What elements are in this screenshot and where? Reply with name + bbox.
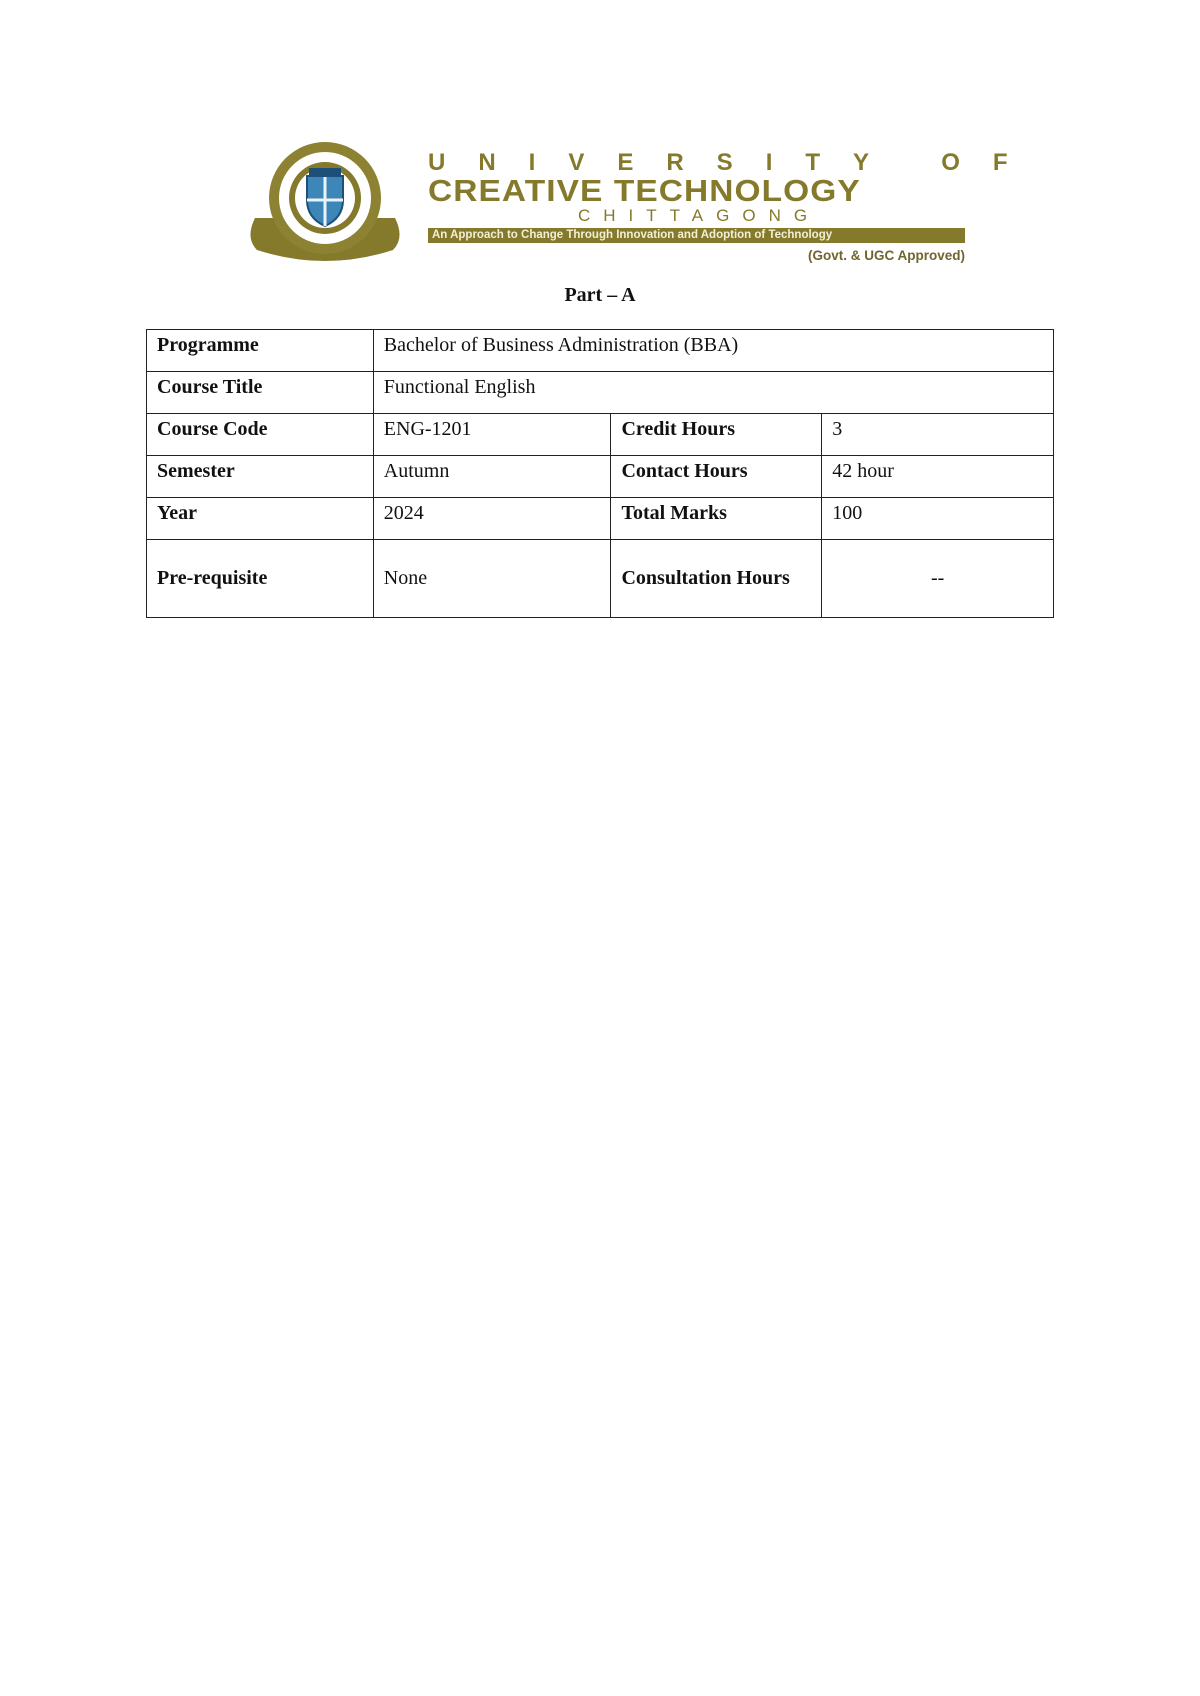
course-info-table xyxy=(146,329,1054,618)
cell-label: Year xyxy=(147,498,374,540)
logo-line-university-of: UNIVERSITY OF xyxy=(428,149,1041,176)
programme-value: Bachelor of Business Administration (BBA) xyxy=(373,330,1053,372)
section-heading: Part – A xyxy=(564,284,636,306)
logo-approval: (Govt. & UGC Approved) xyxy=(808,248,965,263)
cell-label: Semester xyxy=(147,456,374,498)
table-row xyxy=(147,456,1054,498)
cell-label: Total Marks xyxy=(611,498,822,540)
cell-label: Pre-requisite xyxy=(147,540,374,618)
cell-label: Course Code xyxy=(147,414,374,456)
cell-value: 42 hour xyxy=(822,456,1054,498)
table-row xyxy=(147,330,1054,372)
cell-value: 100 xyxy=(822,498,1054,540)
logo-line-creative-technology: CREATIVE TECHNOLOGY xyxy=(428,173,861,208)
course-title-value: Functional English xyxy=(373,372,1053,414)
table-row xyxy=(147,414,1054,456)
table-row xyxy=(147,372,1054,414)
course-title-label: Course Title xyxy=(147,372,374,414)
cell-label: Consultation Hours xyxy=(611,540,822,618)
cell-value: ENG-1201 xyxy=(373,414,611,456)
cell-value: None xyxy=(373,540,611,618)
logo-line-chittagong: CHITTAGONG xyxy=(578,206,821,225)
university-seal-icon xyxy=(245,138,405,266)
table-row xyxy=(147,498,1054,540)
cell-label: Contact Hours xyxy=(611,456,822,498)
cell-value: Autumn xyxy=(373,456,611,498)
table-row xyxy=(147,540,1054,618)
cell-label: Credit Hours xyxy=(611,414,822,456)
cell-value: 3 xyxy=(822,414,1054,456)
programme-label: Programme xyxy=(147,330,374,372)
logo-tagline: An Approach to Change Through Innovation and Adoption of Technology xyxy=(428,228,965,243)
university-logo xyxy=(245,138,1041,266)
cell-value: -- xyxy=(822,540,1054,618)
cell-value: 2024 xyxy=(373,498,611,540)
